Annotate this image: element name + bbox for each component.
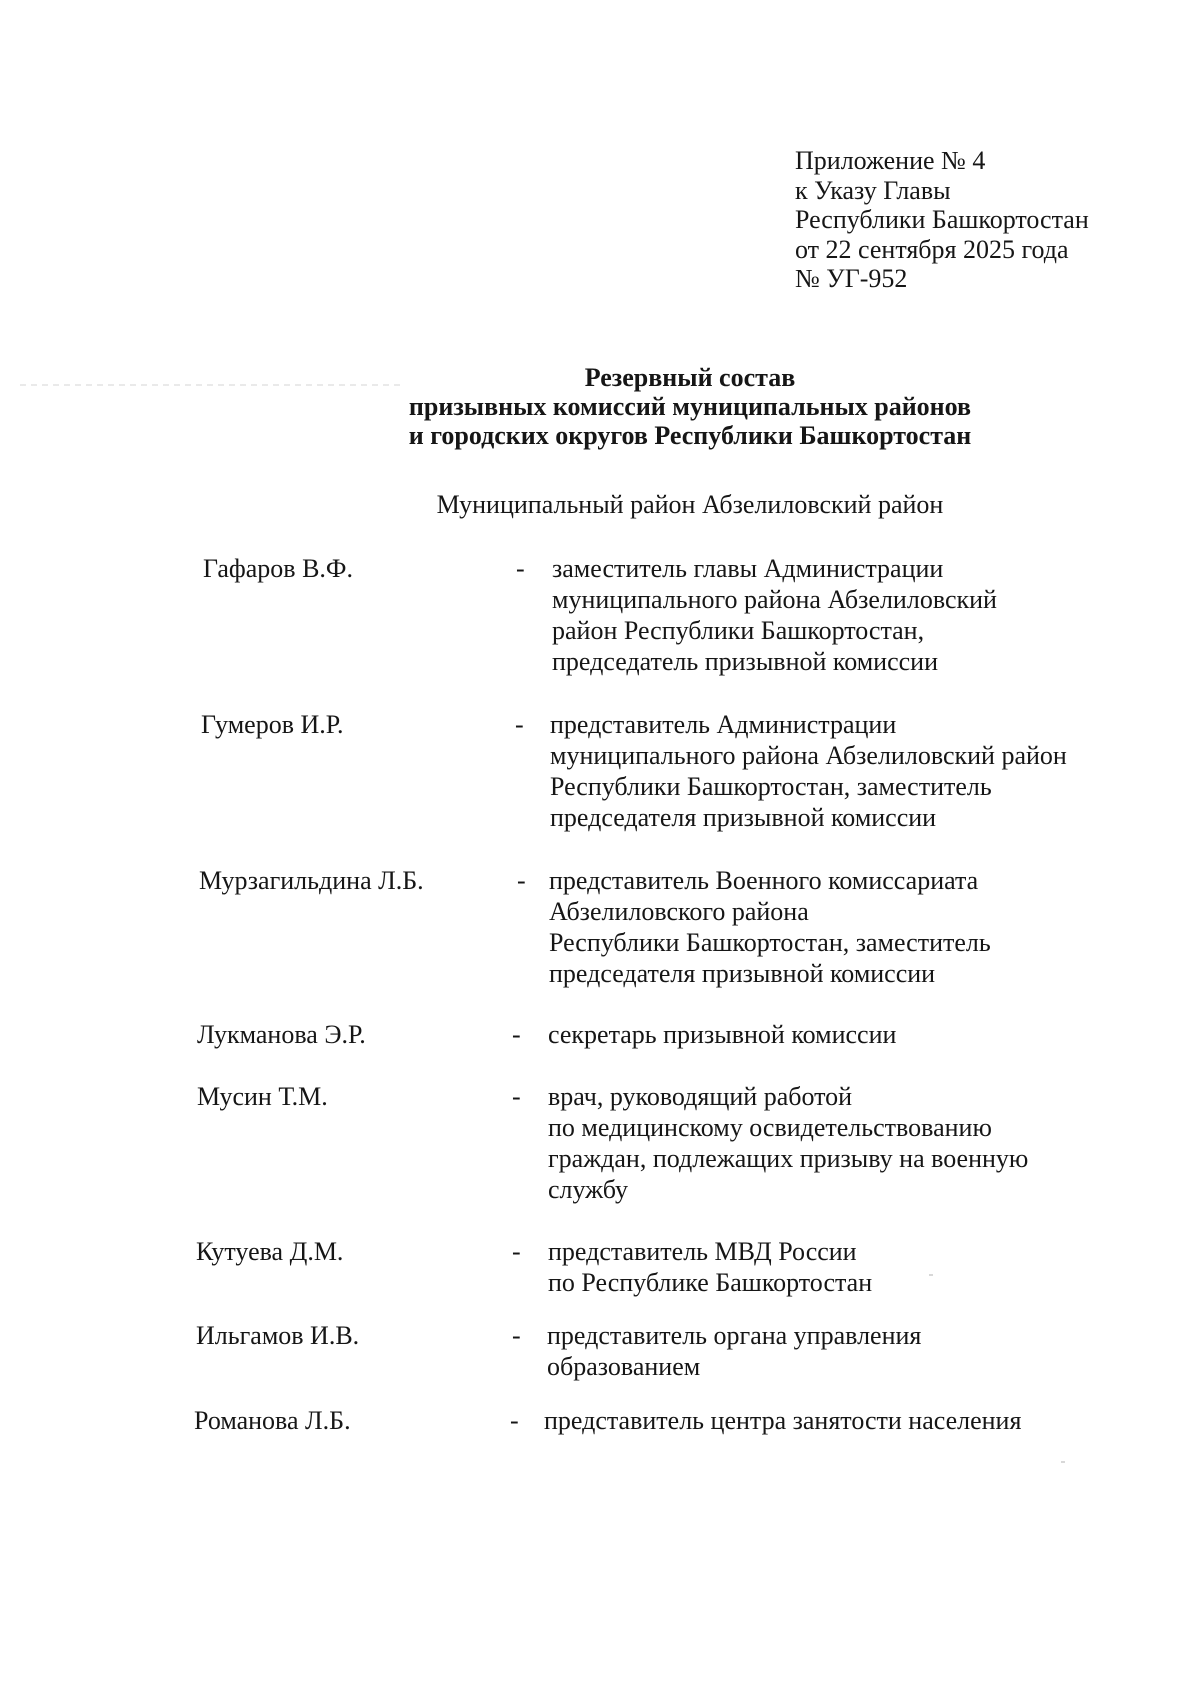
role-line: представитель центра занятости населения xyxy=(544,1406,1022,1435)
member-role xyxy=(552,553,1112,677)
member-name: Романова Л.Б. xyxy=(194,1406,351,1435)
dash-separator: - xyxy=(512,1321,521,1350)
role-line: Республики Башкортостан, заместитель xyxy=(549,928,991,957)
role-line: представитель МВД России xyxy=(548,1237,857,1266)
dash-separator: - xyxy=(512,1020,521,1049)
member-role xyxy=(548,1236,1108,1298)
role-line: председатель призывной комиссии xyxy=(552,647,938,676)
role-line: район Республики Башкортостан, xyxy=(552,616,925,645)
decree-reference: к Указу Главы xyxy=(795,175,951,205)
dash-separator: - xyxy=(510,1406,519,1435)
role-line: образованием xyxy=(547,1352,701,1381)
role-line: представитель Военного комиссариата xyxy=(549,866,979,895)
member-role xyxy=(544,1405,1104,1436)
dash-separator: - xyxy=(515,710,524,739)
role-line: секретарь призывной комиссии xyxy=(548,1020,897,1049)
role-line: Республики Башкортостан, заместитель xyxy=(550,772,992,801)
member-name: Лукманова Э.Р. xyxy=(197,1020,366,1049)
role-line: по Республике Башкортостан xyxy=(548,1268,873,1297)
dash-separator: - xyxy=(512,1082,521,1111)
role-line: председателя призывной комиссии xyxy=(550,803,937,832)
role-line: Абзелиловского района xyxy=(549,897,809,926)
role-line: муниципального района Абзелиловский район xyxy=(550,741,1067,770)
district-heading: Муниципальный район Абзелиловский район xyxy=(436,490,944,519)
republic-name: Республики Башкортостан xyxy=(795,205,1089,234)
role-line: представитель Администрации xyxy=(550,710,897,739)
member-name: Мурзагильдина Л.Б. xyxy=(199,866,424,895)
role-line: муниципального района Абзелиловский xyxy=(552,585,997,614)
member-name: Кутуева Д.М. xyxy=(196,1237,344,1266)
member-role xyxy=(547,1320,1107,1382)
title-line: Резервный состав xyxy=(584,363,796,392)
member-name: Ильгамов И.В. xyxy=(196,1321,360,1350)
role-line: граждан, подлежащих призыву на военную xyxy=(548,1144,1029,1173)
member-name: Мусин Т.М. xyxy=(197,1082,328,1111)
role-line: врач, руководящий работой xyxy=(548,1082,853,1111)
role-line: представитель органа управления xyxy=(547,1321,922,1350)
title-line: призывных комиссий муниципальных районов xyxy=(408,392,972,421)
member-name: Гумеров И.Р. xyxy=(201,710,344,739)
member-role xyxy=(548,1019,1108,1050)
role-line: службу xyxy=(548,1175,629,1204)
member-name: Гафаров В.Ф. xyxy=(203,554,353,583)
appendix-number: Приложение № 4 xyxy=(795,146,986,175)
title-line: и городских округов Республики Башкортостан xyxy=(408,421,972,450)
dash-separator: - xyxy=(517,866,526,895)
role-line: председателя призывной комиссии xyxy=(549,959,936,988)
dash-separator: - xyxy=(516,554,525,583)
decree-date: от 22 сентября 2025 года xyxy=(795,234,1069,264)
member-role xyxy=(548,1081,1108,1205)
role-line: заместитель главы Администрации xyxy=(552,554,944,583)
decree-number: № УГ-952 xyxy=(795,264,908,293)
dash-separator: - xyxy=(512,1237,521,1266)
role-line: по медицинскому освидетельствованию xyxy=(548,1113,992,1142)
member-role xyxy=(550,709,1110,833)
member-role xyxy=(549,865,1109,989)
